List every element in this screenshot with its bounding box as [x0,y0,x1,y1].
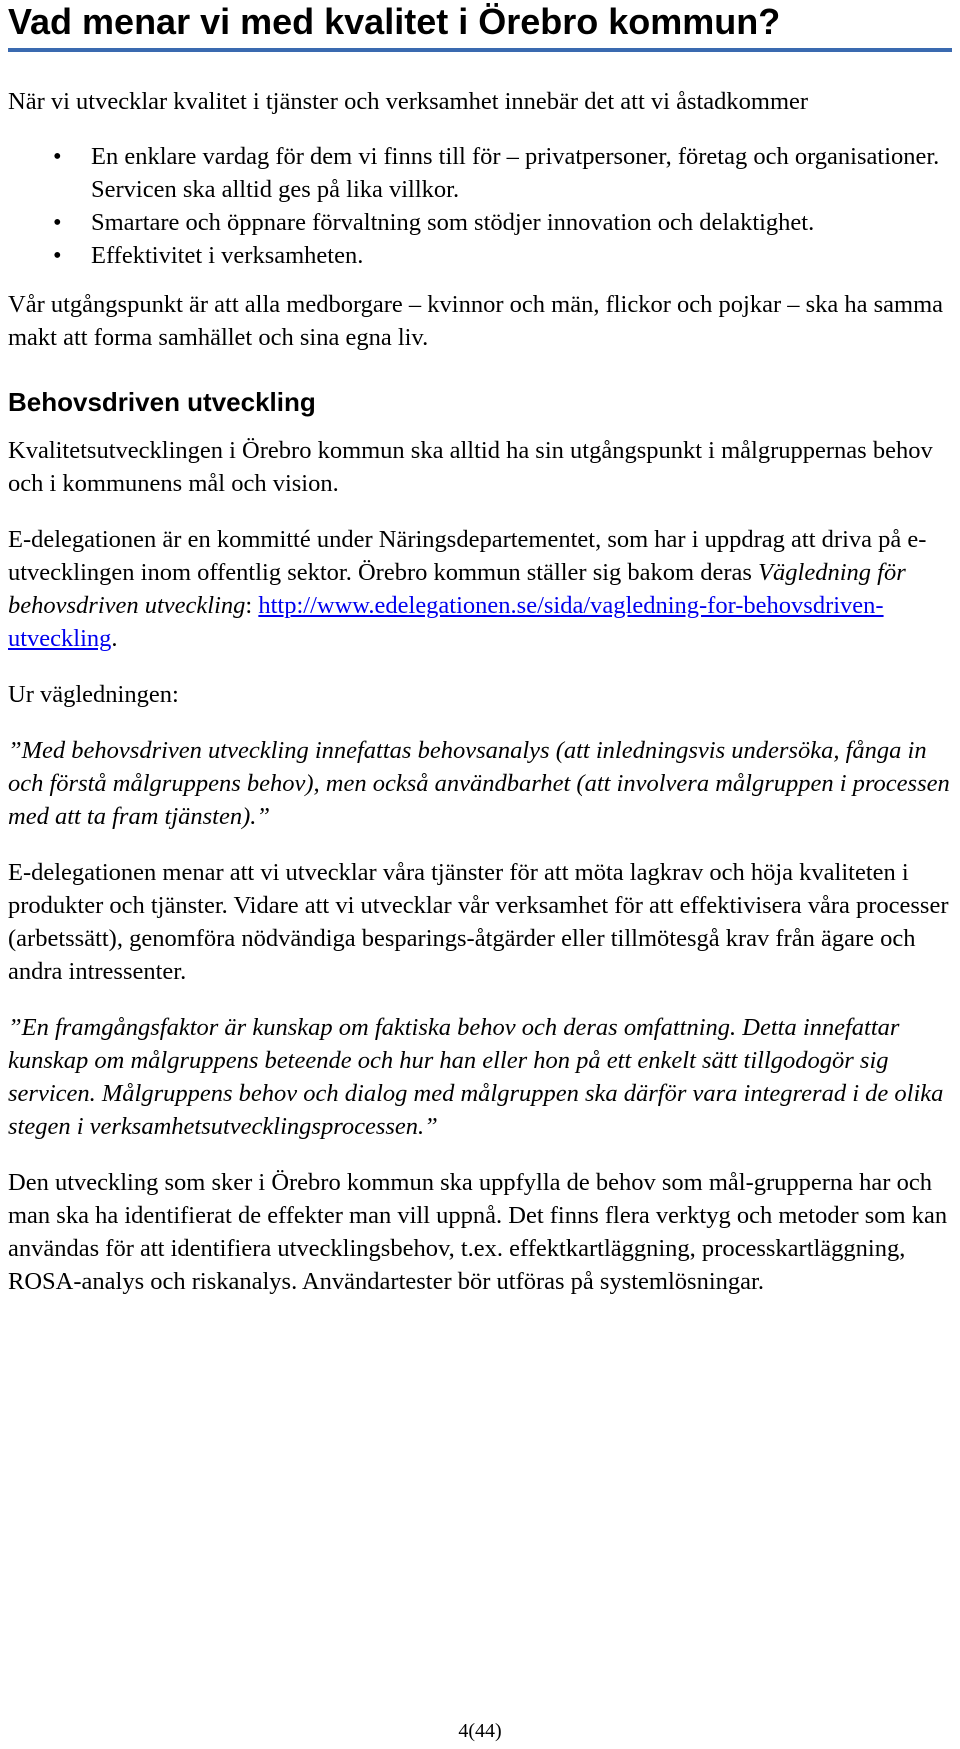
list-item-text: Smartare och öppnare förvaltning som stödjer innovation och delaktighet. [91,209,815,236]
list-item [8,140,952,206]
guidance-quote-1 [8,734,952,833]
guidance-title: Vägledning för behovsdriven utveckling [8,559,906,619]
quote-text: ”En framgångsfaktor är kunskap om faktiska behov och deras omfattning. Detta innefattar kunskap om målgruppens beteende och hur han eller hon på ett enkelt sätt tillgodogör sig servicen. Målgruppens behov och dialog med målgruppen ska därför vara integrerad i de olika stegen i verksamhetsutvecklingsprocessen.” [8,1014,944,1140]
guidance-link[interactable]: http://www.edelegationen.se/sida/vagledning-for-behovsdriven-utveckling [8,592,884,652]
period-text: . [111,625,118,652]
quote-text: ”Med behovsdriven utveckling innefattas behovsanalys (att inledningsvis undersöka, fånga in och förstå målgruppens behov), men också användbarhet (att involvera målgruppen i processen med att ta fram tjänsten).” [8,737,950,830]
section-heading: Behovsdriven utveckling [8,387,316,417]
edelegation-paragraph-2: E-delegationen menar att vi utvecklar våra tjänster för att möta lagkrav och höja kvaliteten i produkter och tjänster. Vidare att vi utvecklar vår verksamhet för att effektivisera våra processer (arbetssätt), genomföra nödvändiga besparings-åtgärder eller tillmötesgå krav från ägare och andra intressenter. [8,859,949,985]
list-item-text: En enklare vardag för dem vi finns till för – privatpersoner, företag och organisationer. Servicen ska alltid ges på lika villkor. [91,143,940,203]
final-paragraph: Den utveckling som sker i Örebro kommun ska uppfylla de behov som mål-grupperna har och man ska ha identifierat de effekter man vill uppnå. Det finns flera verktyg och metoder som kan användas för att identifiera utvecklingsbehov, t.ex. effektkartläggning, processkartläggning, ROSA-analys och riskanalys. Användartester bör utföras på systemlösningar. [8,1169,948,1295]
edelegation-paragraph [8,523,952,655]
list-item [8,239,952,272]
page-title: Vad menar vi med kvalitet i Örebro kommun? [8,0,952,52]
guidance-quote-2 [8,1011,952,1143]
intro-paragraph: När vi utvecklar kvalitet i tjänster och verksamhet innebär det att vi åstadkommer [8,88,809,115]
bullet-icon: • [53,209,62,236]
goal-list [8,140,952,272]
page-number: 4(44) [458,1720,502,1742]
list-item [8,206,952,239]
starting-point-paragraph: Vår utgångspunkt är att alla medborgare – kvinnor och män, flickor och pojkar – ska ha samma makt att forma samhället och sina egna liv. [8,291,944,351]
list-item-text: Effektivitet i verksamheten. [91,242,364,269]
bullet-icon: • [53,143,62,170]
quality-development-paragraph: Kvalitetsutvecklingen i Örebro kommun ska alltid ha sin utgångspunkt i målgruppernas behov och i kommunens mål och vision. [8,437,933,497]
colon-text: : [245,592,259,619]
edelegation-text: E-delegationen är en kommitté under Näringsdepartementet, som har i uppdrag att driva på e-utvecklingen inom offentlig sektor. Örebro kommun ställer sig bakom deras [8,526,927,586]
from-guidance-label: Ur vägledningen: [8,681,179,708]
bullet-icon: • [53,242,62,269]
